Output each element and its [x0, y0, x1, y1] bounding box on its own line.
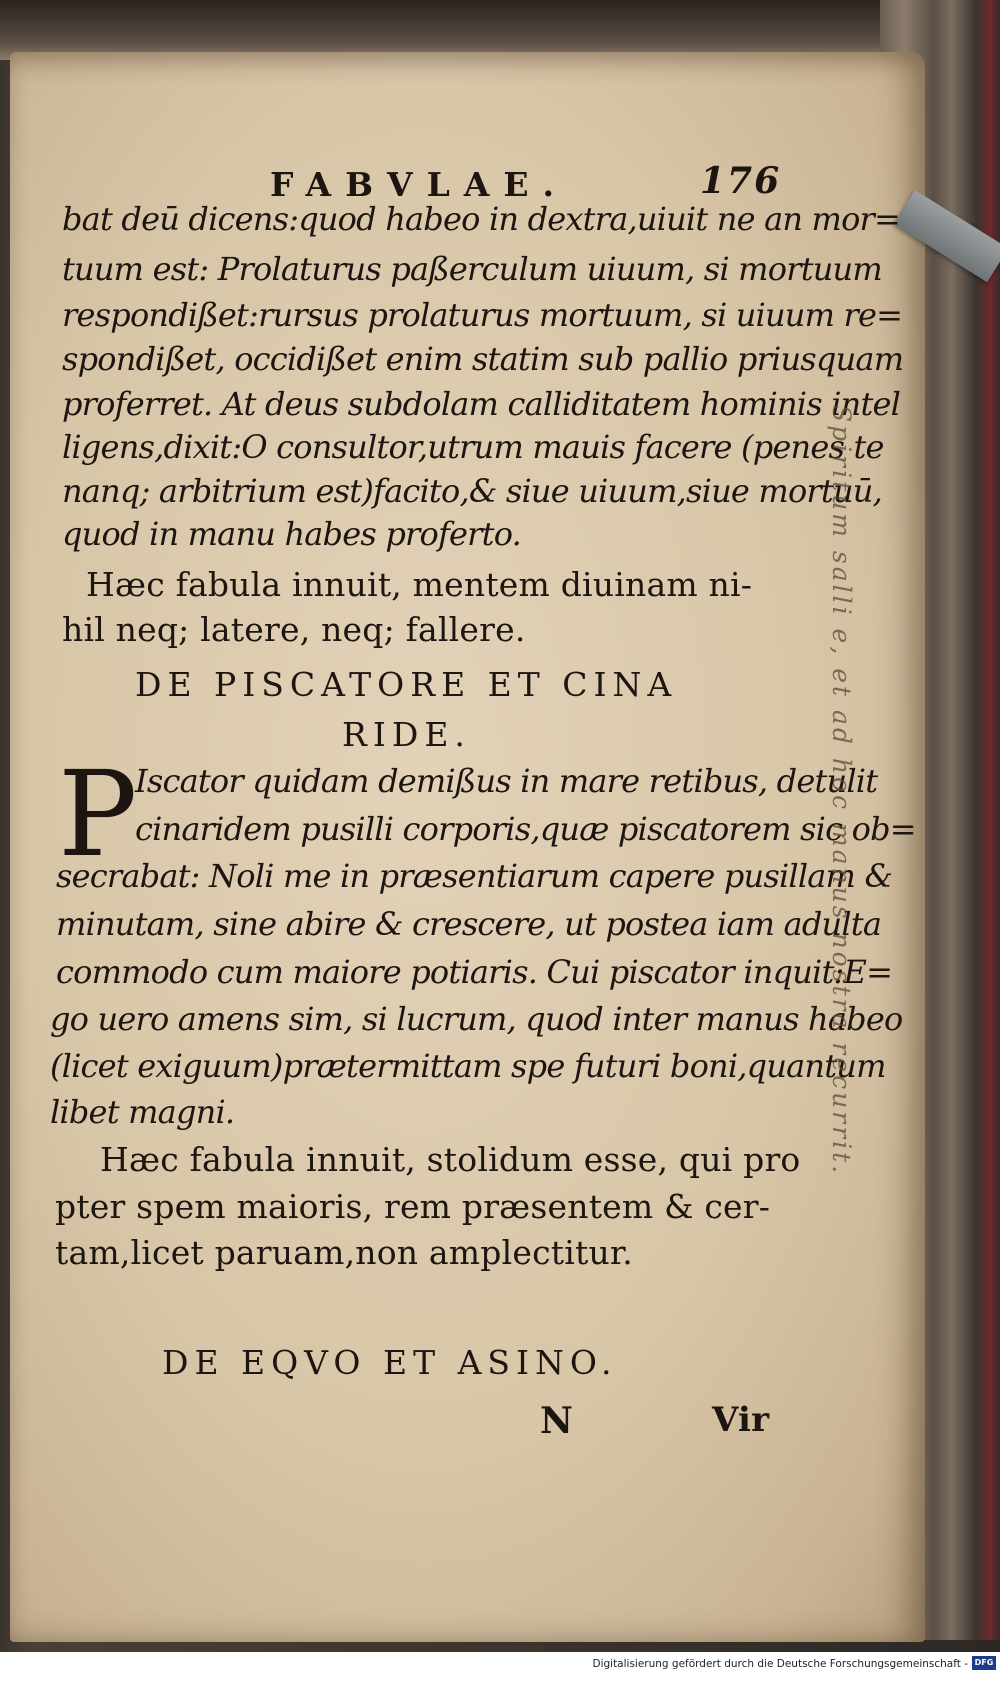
signature-mark: N [540, 1400, 574, 1442]
drop-cap: P [58, 745, 138, 883]
text-line: (licet exiguum)prætermittam spe futuri boni,quantum [50, 1047, 886, 1085]
catchword: Vir [712, 1400, 770, 1440]
next-fable-title: DE EQVO ET ASINO. [162, 1343, 618, 1382]
text-line: go uero amens sim, si lucrum, quod inter manus habeo [50, 1000, 903, 1038]
text-line: quod in manu habes proferto. [62, 515, 522, 553]
moral-line: tam,licet paruam,non amplectitur. [55, 1233, 633, 1272]
text-line: spondißet, occidißet enim statim sub pallio priusquam [62, 340, 904, 378]
fable-title: DE PISCATORE ET CINA [135, 665, 678, 704]
text-line: ligens,dixit:O consultor,utrum mauis facere (penes te [62, 428, 884, 466]
moral-line: pter spem maioris, rem præsentem & cer- [55, 1187, 771, 1226]
top-edge [0, 0, 1000, 60]
text-line: bat deū dicens:quod habeo in dextra,uiuit ne an mor= [62, 200, 901, 238]
text-line: cinaridem pusilli corporis,quæ piscatorem sic ob= [135, 810, 916, 848]
text-line: Iscator quidam demißus in mare retibus, detulit [135, 762, 878, 800]
text-line: proferret. At deus subdolam calliditatem hominis intel [62, 385, 901, 423]
fable-title: RIDE. [342, 715, 471, 754]
text-line: tuum est: Prolaturus paßerculum uiuum, si mortuum [62, 250, 882, 288]
text-line: commodo cum maiore potiaris. Cui piscator inquit:E= [56, 953, 893, 991]
moral-line: Hæc fabula innuit, mentem diuinam ni- [86, 565, 753, 604]
moral-line: Hæc fabula innuit, stolidum esse, qui pro [100, 1140, 801, 1179]
text-line: nanq; arbitrium est)facito,& siue uiuum,siue mortuū, [62, 472, 882, 510]
page-number: 176 [700, 160, 782, 202]
text-line: minutam, sine abire & crescere, ut postea iam adulta [56, 905, 882, 943]
footer-credit: Digitalisierung gefördert durch die Deutsche Forschungsgemeinschaft - [592, 1658, 968, 1670]
text-line: respondißet:rursus prolaturus mortuum, si uiuum re= [62, 296, 903, 334]
running-head: FABVLAE. [270, 165, 569, 204]
moral-line: hil neq; latere, neq; fallere. [62, 610, 526, 649]
text-line: libet magni. [50, 1093, 235, 1131]
handwritten-margin-note: Spiritum salli e, et ad hoc manus nostra recurrit. [827, 405, 856, 1177]
text-line: secrabat: Noli me in præsentiarum capere pusillam & [56, 857, 893, 895]
dfg-logo-icon: DFG [972, 1656, 996, 1670]
